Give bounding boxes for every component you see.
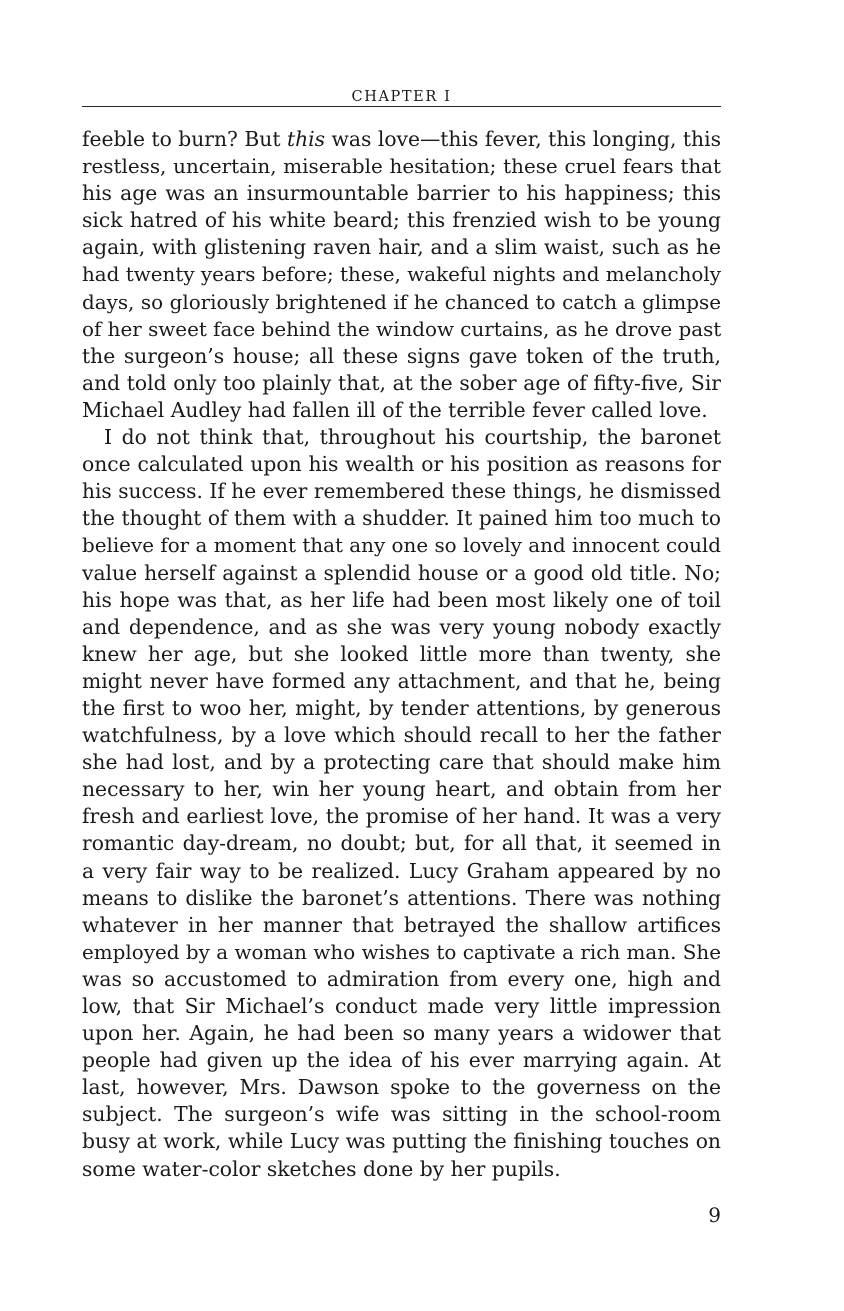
text-line: again, with glistening raven hair, and a slim waist, such as he (82, 235, 721, 260)
text-line: had twenty years before; these, wakeful nights and melancholy (82, 263, 721, 287)
text-line: feeble to burn? But this was love—this fever, this longing, this (82, 127, 721, 151)
text-line: a very fair way to be realized. Lucy Graham appeared by no (82, 858, 721, 883)
text-line: the first to woo her, might, by tender attentions, by generous (82, 695, 721, 720)
text-line: the surgeon’s house; all these signs gave token of the truth, (82, 343, 721, 368)
text-line: days, so gloriously brightened if he chanced to catch a glimpse (82, 290, 721, 314)
text-line: was so accustomed to admiration from every one, high and (82, 966, 721, 991)
text-line: believe for a moment that any one so lovely and innocent could (82, 534, 721, 558)
text-line: once calculated upon his wealth or his position as reasons for (82, 452, 721, 477)
text-line: restless, uncertain, miserable hesitation; these cruel fears that (82, 155, 721, 179)
paragraph-2 (82, 424, 721, 1183)
body-text (82, 126, 721, 1183)
text-line: employed by a woman who wishes to captivate a rich man. She (82, 940, 721, 964)
text-line: watchfulness, by a love which should recall to her the father (82, 723, 721, 748)
text-line: last, however, Mrs. Dawson spoke to the governess on the (82, 1075, 721, 1100)
emphasis-this: this (286, 127, 326, 151)
running-header: CHAPTER I (351, 89, 452, 105)
text-line: of her sweet face behind the window curtains, as he drove past (82, 317, 721, 341)
paragraph-1 (82, 126, 721, 424)
text-line: and dependence, and as she was very young nobody exactly (82, 614, 721, 639)
text-line: his hope was that, as her life had been most likely one of toil (82, 587, 721, 612)
text-line: might never have formed any attachment, and that he, being (82, 668, 721, 693)
text-line: the thought of them with a shudder. It pained him too much to (82, 506, 721, 531)
text-line: and told only too plainly that, at the sober age of fifty-five, Sir (82, 370, 721, 395)
text-line: his success. If he ever remembered these things, he dismissed (82, 479, 721, 504)
text-line: value herself against a splendid house or a good old title. No; (82, 560, 721, 585)
text-line: sick hatred of his white beard; this frenzied wish to be young (82, 208, 721, 233)
text-line: means to dislike the baronet’s attentions. There was nothing (82, 885, 721, 910)
text-line: subject. The surgeon’s wife was sitting in the school-room (82, 1102, 721, 1127)
page-number: 9 (708, 1203, 721, 1227)
text-line: fresh and earliest love, the promise of her hand. It was a very (82, 804, 721, 829)
text-line: upon her. Again, he had been so many years a widower that (82, 1021, 721, 1046)
text-line: people had given up the idea of his ever marrying again. At (82, 1048, 721, 1073)
text-line: his age was an insurmountable barrier to his happiness; this (82, 181, 721, 206)
text-line: whatever in her manner that betrayed the shallow artifices (82, 912, 721, 937)
text-line: Michael Audley had fallen ill of the terrible fever called love. (82, 397, 708, 422)
text-line: I do not think that, throughout his courtship, the baronet (104, 425, 721, 450)
text-line: knew her age, but she looked little more than twenty, she (82, 641, 721, 666)
text-line: low, that Sir Michael’s conduct made very little impression (82, 994, 721, 1018)
text-line: busy at work, while Lucy was putting the finishing touches on (82, 1129, 721, 1154)
text-line: she had lost, and by a protecting care that should make him (82, 750, 721, 775)
text-line: some water-color sketches done by her pupils. (82, 1156, 561, 1181)
text-line: necessary to her, win her young heart, and obtain from her (82, 777, 721, 802)
header-rule (82, 106, 721, 107)
text-line: romantic day-dream, no doubt; but, for all that, it seemed in (82, 831, 721, 856)
